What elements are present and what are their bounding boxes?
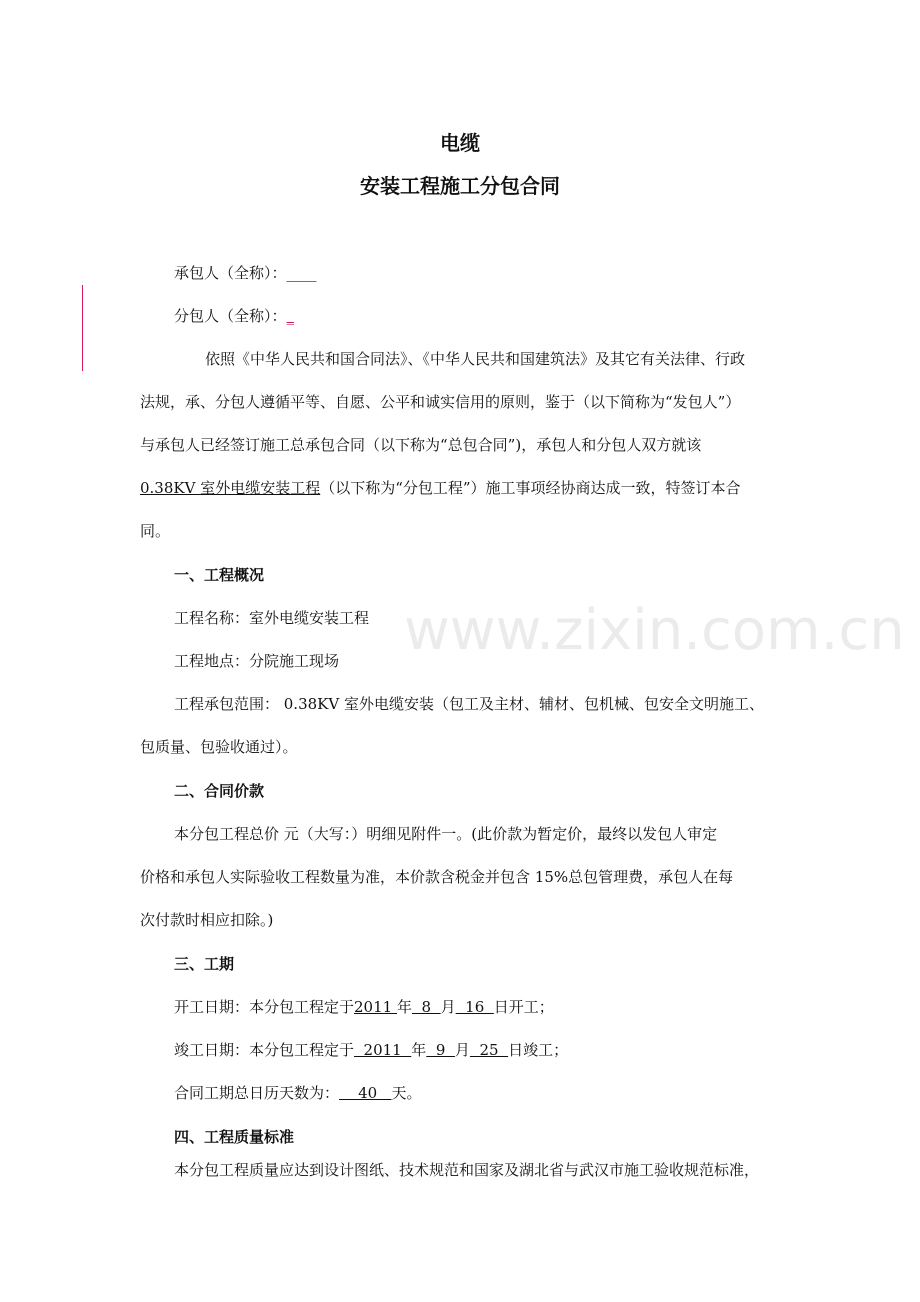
end-year-unit: 年 bbox=[411, 1041, 427, 1059]
start-date-suffix: 日开工； bbox=[493, 998, 554, 1016]
revision-bar bbox=[82, 285, 83, 371]
intro-line-1: 依照《中华人民共和国合同法》、《中华人民共和国建筑法》及其它有关法律、行政 bbox=[205, 350, 746, 368]
section-1-heading: 一、工程概况 bbox=[174, 566, 265, 584]
intro-line-3: 与承包人已经签订施工总承包合同（以下称为“总包合同”)，承包人和分包人双方就该 bbox=[140, 436, 702, 454]
end-day: 25 bbox=[469, 1041, 509, 1059]
scope-line-2: 包质量、包验收通过）。 bbox=[140, 738, 298, 756]
total-days-suffix: 天。 bbox=[391, 1084, 422, 1102]
total-days-line bbox=[174, 1082, 422, 1103]
price-line-2: 价格和承包人实际验收工程数量为准，本价款含税金并包含 15%总包管理费，承包人在每 bbox=[140, 868, 734, 886]
section-4-heading: 四、工程质量标准 bbox=[174, 1128, 295, 1146]
subcontractor-line bbox=[174, 305, 294, 326]
intro-line-4 bbox=[140, 477, 741, 498]
section-3-heading: 三、工期 bbox=[174, 955, 235, 973]
start-month-unit: 月 bbox=[440, 998, 456, 1016]
project-site-line: 工程地点：分院施工现场 bbox=[174, 652, 340, 670]
intro-line-4-rest: （以下称为“分包工程”）施工事项经协商达成一致，特签订本合 bbox=[320, 479, 741, 497]
title-line-1: 电缆 bbox=[440, 131, 480, 155]
price-line-3: 次付款时相应扣除。) bbox=[140, 911, 274, 929]
end-date-line bbox=[174, 1039, 568, 1060]
contractor-line bbox=[174, 262, 317, 283]
section-2-heading: 二、合同价款 bbox=[174, 782, 265, 800]
title-line-2: 安装工程施工分包合同 bbox=[360, 174, 560, 198]
start-year-unit: 年 bbox=[396, 998, 412, 1016]
contractor-label: 承包人（全称）： bbox=[174, 264, 287, 282]
end-date-suffix: 日竣工； bbox=[508, 1041, 569, 1059]
contractor-value: ____ bbox=[286, 264, 317, 282]
intro-line-2: 法规，承、分包人遵循平等、自愿、公平和诚实信用的原则，鉴于（以下简称为“发包人”） bbox=[140, 393, 741, 411]
project-name-line: 工程名称：室外电缆安装工程 bbox=[174, 609, 370, 627]
subcontractor-value: _ bbox=[286, 307, 295, 325]
end-year: 2011 bbox=[354, 1041, 412, 1059]
total-days-value: 40 bbox=[339, 1084, 392, 1102]
start-month: 8 bbox=[411, 998, 441, 1016]
subcontractor-label: 分包人（全称）： bbox=[174, 307, 287, 325]
quality-line-1: 本分包工程质量应达到设计图纸、技术规范和国家及湖北省与武汉市施工验收规范标准， bbox=[174, 1161, 760, 1179]
scope-line-1: 工程承包范围： 0.38KV 室外电缆安装（包工及主材、辅材、包机械、包安全文明施工、 bbox=[174, 695, 764, 713]
start-day: 16 bbox=[455, 998, 494, 1016]
price-line-1: 本分包工程总价 元（大写：）明细见附件一。(此价款为暂定价，最终以发包人审定 bbox=[174, 825, 718, 843]
intro-line-5: 同。 bbox=[140, 522, 171, 540]
start-date-line bbox=[174, 996, 554, 1017]
end-month-unit: 月 bbox=[454, 1041, 470, 1059]
start-date-prefix: 开工日期：本分包工程定于 bbox=[174, 998, 355, 1016]
total-days-prefix: 合同工期总日历天数为： bbox=[174, 1084, 340, 1102]
start-year: 2011 bbox=[354, 998, 397, 1016]
project-name-underlined: 0.38KV 室外电缆安装工程 bbox=[140, 479, 321, 497]
watermark: www.zixin.com.cn bbox=[404, 598, 905, 663]
end-date-prefix: 竣工日期：本分包工程定于 bbox=[174, 1041, 355, 1059]
end-month: 9 bbox=[426, 1041, 455, 1059]
